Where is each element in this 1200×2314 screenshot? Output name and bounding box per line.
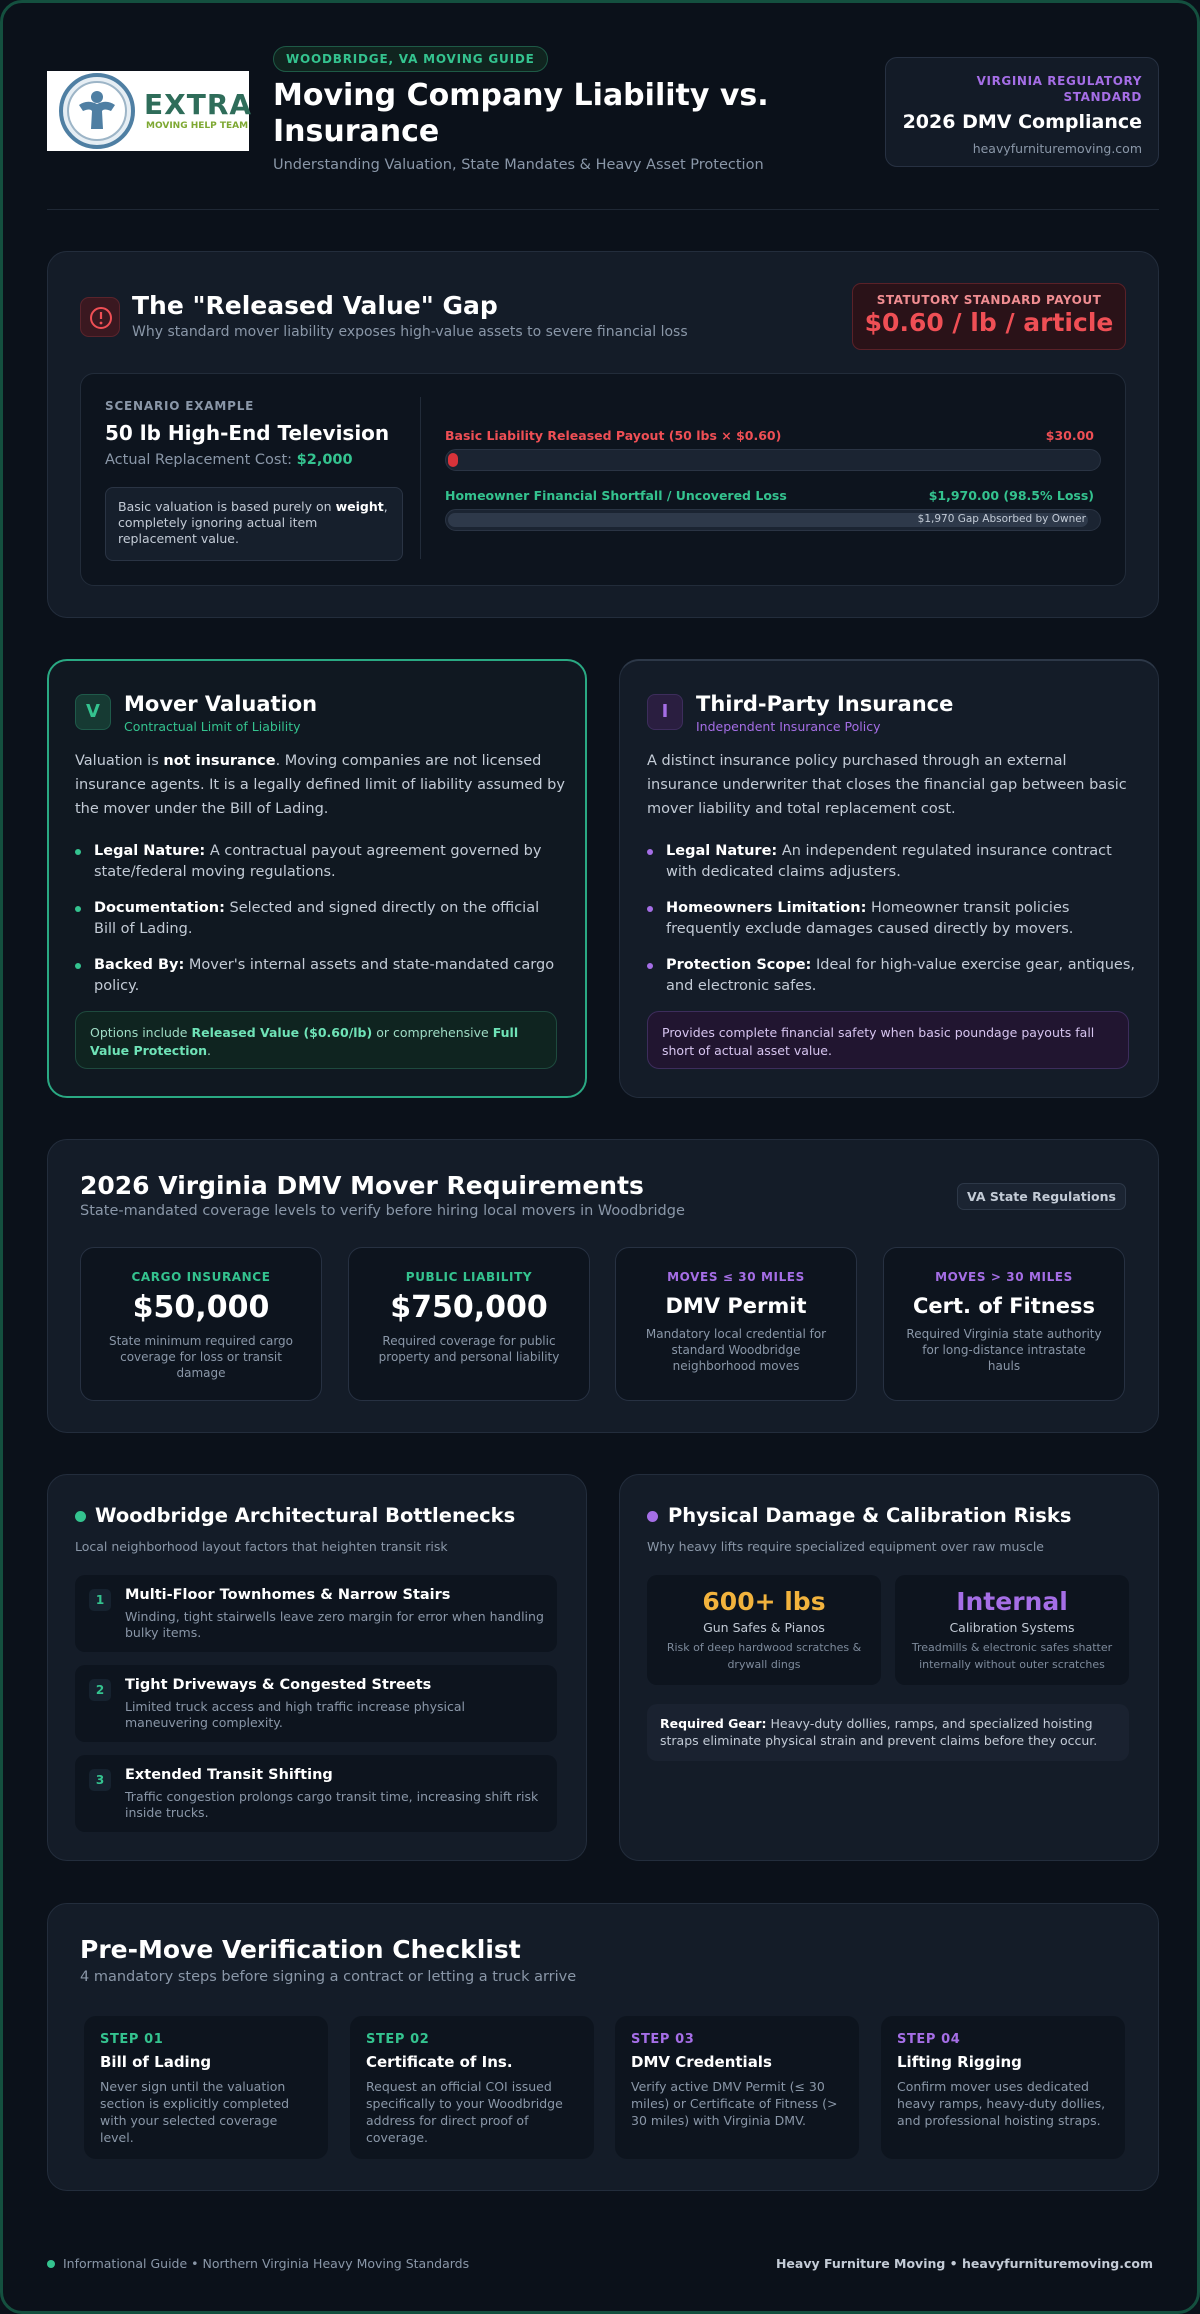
scenario-title: 50 lb High-End Television [105, 421, 390, 445]
calibration-desc: Treadmills & electronic safes shatter internally without outer scratches [911, 1641, 1113, 1671]
step-title: DMV Credentials [631, 2053, 772, 2071]
risks-title: Physical Damage & Calibration Risks [668, 1504, 1072, 1527]
insurance-list [647, 841, 1137, 1012]
step-title: Certificate of Ins. [366, 2053, 513, 2071]
step-label: STEP 01 [100, 2032, 164, 2047]
stat-desc: Mandatory local credential for standard Woodbridge neighborhood moves [645, 1327, 827, 1373]
stat-desc: Required coverage for public property and personal liability [378, 1334, 560, 1364]
heavy-items-box [647, 1575, 881, 1685]
insurance-title: Third-Party Insurance [696, 692, 954, 716]
replacement-cost-label: Actual Replacement Cost: [105, 452, 293, 468]
bottleneck-item [75, 1575, 557, 1652]
bottleneck-title: Tight Driveways & Congested Streets [125, 1677, 432, 1693]
calibration-label: Calibration Systems [949, 1620, 1075, 1635]
header-divider [47, 209, 1159, 210]
insurance-intro: A distinct insurance policy purchased through an external insurance underwriter that closes the financial gap between basic mover liability and total replacement cost. [647, 753, 1127, 817]
list-item [75, 898, 565, 940]
valuation-note-text-2: or comprehensive [372, 1025, 489, 1040]
list-item [647, 955, 1137, 997]
list-item-label: Legal Nature: [94, 843, 206, 859]
bar2-value: $1,970.00 (98.5% Loss) [928, 488, 1094, 503]
checklist-subtitle: 4 mandatory steps before signing a contract or letting a truck arrive [80, 1969, 577, 1985]
calibration-value: Internal [956, 1587, 1068, 1616]
logo-text: EXTRA [144, 88, 253, 121]
required-gear-text: Heavy-duty dollies, ramps, and specialized hoisting straps eliminate physical strain and prevent claims before they occur. [660, 1716, 1098, 1748]
stat-desc: Required Virginia state authority for long-distance intrastate hauls [906, 1327, 1102, 1373]
replacement-cost [105, 452, 353, 468]
page-title [273, 78, 833, 150]
payout-label: STATUTORY STANDARD PAYOUT [876, 293, 1102, 307]
footer-right: Heavy Furniture Moving • heavyfurnituremoving.com [775, 2256, 1153, 2271]
bottleneck-number: 2 [89, 1679, 111, 1701]
valuation-intro-bold: not insurance [163, 753, 276, 769]
gap-title: The "Released Value" Gap [132, 291, 498, 320]
regulatory-title: 2026 DMV Compliance [902, 111, 1142, 133]
location-badge: WOODBRIDGE, VA MOVING GUIDE [273, 46, 548, 72]
regulatory-box [885, 57, 1159, 167]
bottleneck-number: 3 [89, 1769, 111, 1791]
list-item [647, 898, 1137, 940]
bottleneck-title: Multi-Floor Townhomes & Narrow Stairs [125, 1587, 451, 1603]
valuation-subtitle: Contractual Limit of Liability [124, 719, 301, 734]
checklist-step [84, 2016, 328, 2159]
insurance-icon: I [647, 694, 683, 730]
page-title-line-1: Moving Company Liability vs. [273, 78, 769, 113]
bottleneck-desc: Traffic congestion prolongs cargo transit time, increasing shift risk inside trucks. [125, 1789, 539, 1820]
stat-label: CARGO INSURANCE [131, 1270, 271, 1284]
list-item-text: Selected and signed directly on the official Bill of Lading. [94, 900, 540, 937]
purple-dot-icon [647, 1511, 658, 1522]
valuation-title: Mover Valuation [124, 692, 318, 716]
list-item-label: Legal Nature: [666, 843, 778, 859]
valuation-note-bold-1: Released Value ($0.60/lb) [191, 1025, 373, 1040]
alert-icon [80, 297, 120, 337]
weight-note [105, 487, 403, 561]
list-item [647, 841, 1137, 883]
shortfall-bar [445, 509, 1101, 531]
regulatory-label-2: STANDARD [1063, 90, 1142, 104]
page-title-line-2: Insurance [273, 114, 440, 149]
bottleneck-number: 1 [89, 1589, 111, 1611]
stat-long-moves [883, 1247, 1125, 1401]
scenario-label: SCENARIO EXAMPLE [105, 399, 255, 413]
list-item [75, 955, 565, 997]
required-gear-note [647, 1704, 1129, 1761]
list-item-text: A contractual payout agreement governed by state/federal moving regulations. [94, 843, 542, 880]
checklist-title: Pre-Move Verification Checklist [80, 1935, 521, 1964]
valuation-note-text: Options include [90, 1025, 188, 1040]
stat-value: Cert. of Fitness [913, 1294, 1095, 1318]
regulatory-label-1: VIRGINIA REGULATORY [976, 74, 1142, 88]
weight-note-suffix: , completely ignoring actual item replacement value. [118, 499, 388, 546]
step-label: STEP 02 [366, 2032, 430, 2047]
list-item-label: Protection Scope: [666, 957, 812, 973]
step-title: Lifting Rigging [897, 2053, 1022, 2071]
step-label: STEP 03 [631, 2032, 695, 2047]
checklist-step [615, 2016, 859, 2159]
green-dot-icon [75, 1511, 86, 1522]
footer-dot-icon [47, 2260, 55, 2268]
step-desc: Verify active DMV Permit (≤ 30 miles) or Certificate of Fitness (> 30 miles) with Virginia DMV. [631, 2079, 838, 2128]
page-subtitle: Understanding Valuation, State Mandates & Heavy Asset Protection [273, 157, 764, 173]
insurance-note: Provides complete financial safety when basic poundage payouts fall short of actual asset value. [647, 1011, 1129, 1069]
calibration-box [895, 1575, 1129, 1685]
valuation-note [75, 1011, 557, 1069]
dmv-title: 2026 Virginia DMV Mover Requirements [80, 1171, 644, 1200]
bottlenecks-subtitle: Local neighborhood layout factors that heighten transit risk [75, 1539, 448, 1554]
valuation-note-end: . [206, 1043, 211, 1058]
list-item-text: Homeowner transit policies frequently exclude damages caused directly by movers. [666, 900, 1074, 937]
bar1-value: $30.00 [1045, 428, 1094, 443]
bottleneck-item [75, 1755, 557, 1832]
bar1-label: Basic Liability Released Payout (50 lbs × $0.60) [445, 428, 782, 443]
released-payout-bar [445, 449, 1101, 471]
step-desc: Confirm mover uses dedicated heavy ramps, heavy-duty dollies, and professional hoisting straps. [897, 2079, 1106, 2128]
stat-value: $50,000 [132, 1290, 270, 1325]
heavy-items-value: 600+ lbs [702, 1587, 826, 1616]
bar2-label: Homeowner Financial Shortfall / Uncovered Loss [445, 488, 787, 503]
checklist-step [881, 2016, 1125, 2159]
regulatory-site: heavyfurnituremoving.com [972, 141, 1142, 156]
payout-value: $0.60 / lb / article [864, 308, 1114, 337]
list-item [75, 841, 565, 883]
valuation-intro [75, 749, 565, 821]
dmv-subtitle: State-mandated coverage levels to verify before hiring local movers in Woodbridge [80, 1203, 685, 1219]
insurance-subtitle: Independent Insurance Policy [696, 719, 881, 734]
stat-value: $750,000 [390, 1290, 548, 1325]
dmv-tag: VA State Regulations [957, 1183, 1126, 1210]
list-item-text: An independent regulated insurance contract with dedicated claims adjusters. [666, 843, 1112, 880]
stat-label: MOVES ≤ 30 MILES [667, 1270, 805, 1284]
valuation-list [75, 841, 565, 1012]
step-title: Bill of Lading [100, 2053, 212, 2071]
stat-value: DMV Permit [665, 1294, 807, 1318]
checklist-step [350, 2016, 594, 2159]
valuation-icon: V [75, 694, 111, 730]
valuation-intro-rest: . Moving companies are not licensed insurance agents. It is a legally defined limit of liability assumed by the mover under the Bill of Lading. [75, 753, 565, 817]
stat-short-moves [615, 1247, 857, 1401]
list-item-label: Homeowners Limitation: [666, 900, 867, 916]
bottleneck-desc: Winding, tight stairwells leave zero margin for error when handling bulky items. [125, 1609, 544, 1640]
gap-subtitle: Why standard mover liability exposes high-value assets to severe financial loss [132, 324, 688, 340]
risks-subtitle: Why heavy lifts require specialized equipment over raw muscle [647, 1539, 1044, 1554]
stat-desc: State minimum required cargo coverage for loss or transit damage [108, 1334, 294, 1380]
heavy-items-desc: Risk of deep hardwood scratches & drywall dings [666, 1641, 862, 1671]
shortfall-bar-text: $1,970 Gap Absorbed by Owner [917, 513, 1086, 525]
stat-label: MOVES > 30 MILES [935, 1270, 1073, 1284]
step-desc: Never sign until the valuation section is explicitly completed with your selected coverage level. [100, 2079, 290, 2145]
footer-left: Informational Guide • Northern Virginia Heavy Moving Standards [63, 2256, 470, 2271]
bottleneck-desc: Limited truck access and high traffic increase physical maneuvering complexity. [125, 1699, 465, 1730]
released-payout-bar-fill [448, 453, 458, 467]
list-item-label: Documentation: [94, 900, 225, 916]
weight-note-bold: weight [335, 499, 384, 514]
list-item-label: Backed By: [94, 957, 185, 973]
step-label: STEP 04 [897, 2032, 961, 2047]
weight-note-text: Basic valuation is based purely on [118, 499, 332, 514]
logo-subtext: MOVING HELP TEAM [146, 121, 249, 131]
heavy-items-label: Gun Safes & Pianos [703, 1620, 825, 1635]
replacement-cost-value: $2,000 [296, 452, 353, 468]
stat-cargo-insurance [80, 1247, 322, 1401]
bottlenecks-title: Woodbridge Architectural Bottlenecks [95, 1504, 516, 1527]
list-item-text: Ideal for high-value exercise gear, antiques, and electronic safes. [666, 957, 1136, 994]
step-desc: Request an official COI issued specifically to your Woodbridge address for direct proof of coverage. [366, 2079, 563, 2145]
bottleneck-item [75, 1665, 557, 1742]
required-gear-label: Required Gear: [660, 1716, 767, 1731]
stat-label: PUBLIC LIABILITY [405, 1270, 533, 1284]
valuation-intro-text: Valuation is [75, 753, 159, 769]
valuation-note-bold-2: Full Value Protection [90, 1025, 519, 1058]
bottleneck-title: Extended Transit Shifting [125, 1767, 333, 1783]
logo [47, 71, 253, 151]
statutory-payout-box [852, 283, 1126, 350]
list-item-text: Mover's internal assets and state-mandated cargo policy. [94, 957, 555, 994]
scenario-divider [420, 397, 421, 559]
stat-public-liability [348, 1247, 590, 1401]
